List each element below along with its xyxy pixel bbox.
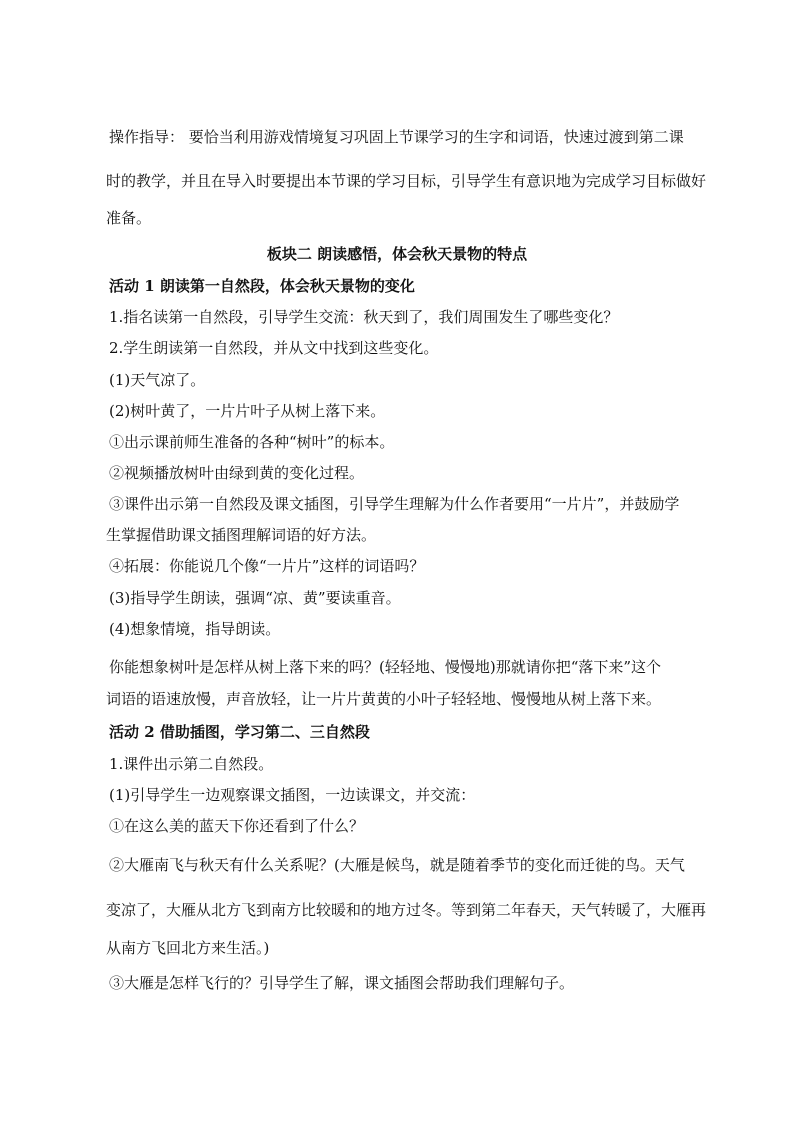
activity2-item: ①在这么美的蓝天下你还看到了什么？: [109, 817, 365, 835]
activity1-item: (1)天气凉了。: [109, 371, 206, 389]
activity1-item: 生掌握借助课文插图理解词语的好方法。: [106, 526, 377, 544]
activity1-paragraph-line: 你能想象树叶是怎样从树上落下来的吗？(轻轻地、慢慢地)那就请你把“落下来”这个: [109, 658, 662, 676]
activity2-paragraph-line: ②大雁南飞与秋天有什么关系呢？(大雁是候鸟，就是随着季节的变化而迁徙的鸟。天气: [109, 856, 685, 874]
activity1-item: 2.学生朗读第一自然段，并从文中找到这些变化。: [109, 339, 439, 357]
activity2-paragraph-line: 变凉了，大雁从北方飞到南方比较暖和的地方过冬。等到第二年春天，天气转暖了，大雁再: [106, 901, 707, 919]
activity1-item: ②视频播放树叶由绿到黄的变化过程。: [109, 464, 365, 482]
activity2-item: (1)引导学生一边观察课文插图，一边读课文，并交流：: [109, 786, 476, 804]
section-title: 板块二 朗读感悟，体会秋天景物的特点: [266, 245, 528, 263]
activity2-item: 1.课件出示第二自然段。: [109, 755, 274, 773]
activity1-item: (3)指导学生朗读，强调“凉、黄”要读重音。: [109, 589, 401, 607]
activity2-last-line: ③大雁是怎样飞行的？引导学生了解，课文插图会帮助我们理解句子。: [109, 974, 575, 992]
activity1-item: ①出示课前师生准备的各种“树叶”的标本。: [109, 433, 395, 451]
activity1-item: ③课件出示第一自然段及课文插图，引导学生理解为什么作者要用“一片片”，并鼓励学: [109, 495, 680, 513]
activity1-item: 1.指名读第一自然段，引导学生交流：秋天到了，我们周围发生了哪些变化？: [109, 308, 619, 326]
activity1-paragraph-line: 词语的语速放慢，声音放轻，让一片片黄黄的小叶子轻轻地、慢慢地从树上落下来。: [106, 690, 662, 708]
activity1-heading: 活动 1 朗读第一自然段，体会秋天景物的变化: [109, 277, 415, 295]
activity2-paragraph-line: 从南方飞回北方来生活。): [106, 939, 270, 957]
activity1-item: ④拓展：你能说几个像“一片片”这样的词语吗？: [109, 557, 425, 575]
intro-line-3: 准备。: [106, 209, 152, 227]
activity1-item: (2)树叶黄了，一片片叶子从树上落下来。: [109, 402, 386, 420]
intro-line-1: 操作指导： 要恰当利用游戏情境复习巩固上节课学习的生字和词语，快速过渡到第二课: [109, 128, 684, 146]
intro-line-2: 时的教学，并且在导入时要提出本节课的学习目标，引导学生有意识地为完成学习目标做好: [106, 172, 707, 190]
activity1-item: (4)想象情境，指导朗读。: [109, 620, 281, 638]
activity2-heading: 活动 2 借助插图，学习第二、三自然段: [109, 723, 370, 741]
